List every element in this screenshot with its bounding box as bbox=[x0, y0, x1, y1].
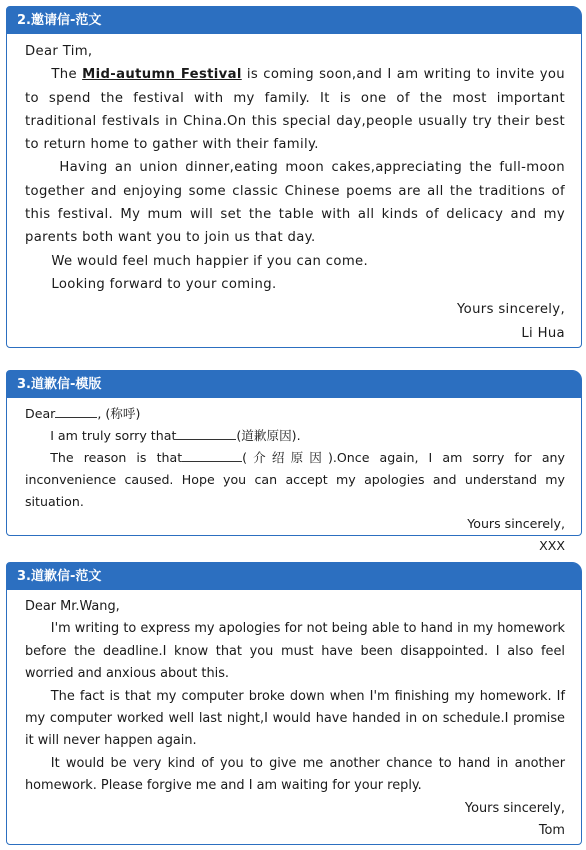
template-line-2-pre: The reason is that bbox=[50, 450, 183, 465]
invitation-paragraph-3: We would feel much happier if you can come. bbox=[51, 253, 369, 269]
template-salutation bbox=[25, 403, 565, 425]
invitation-sample-header: 2.邀请信-范文 bbox=[7, 7, 581, 34]
apology-template-card bbox=[6, 370, 582, 553]
festival-name-highlight: Mid-autumn Festival bbox=[82, 67, 242, 83]
sample-paragraph-2: The fact is that my computer broke down when I'm finishing my homework. If my computer worked well last night,I would have handed in on schedule.I promise it will never happen again. bbox=[25, 688, 565, 749]
invitation-salutation: Dear Tim, bbox=[25, 44, 93, 59]
reason-blank-2 bbox=[182, 448, 242, 462]
invitation-paragraph-1 bbox=[25, 63, 565, 156]
invitation-paragraph-2: Having an union dinner,eating moon cakes,appreciating the full-moon together and enjoying some classic Chinese poems are all the traditions of this festival. My mum will set the table with all kinds of delicacy and my parents both want you to join us that day. bbox=[25, 160, 565, 246]
template-salutation-pre: Dear bbox=[25, 406, 56, 421]
template-line-1-pre: I am truly sorry that bbox=[50, 428, 177, 443]
template-signature: XXX bbox=[539, 538, 565, 553]
sample-paragraph-1: I'm writing to express my apologies for not being able to hand in my homework before the deadline.I know that you must have been disappointed. I also feel worried and anxious about this. bbox=[25, 621, 565, 682]
reason-blank-1 bbox=[176, 426, 236, 440]
invitation-p1-post: is coming soon,and I am writing to invite you to spend the festival with my family. It is one of the most important traditional festivals in China.On this special day,people usually try their best to return home to gather with their family. bbox=[25, 67, 565, 153]
template-line-2-post: (介绍原因).Once again, I am sorry for any inconvenience caused. Hope you can accept my apologies and understand my situation. bbox=[25, 450, 565, 509]
template-line-1-post: (道歉原因). bbox=[236, 428, 301, 443]
sample-closing: Yours sincerely, bbox=[464, 800, 565, 816]
invitation-sample-card bbox=[6, 6, 582, 348]
apology-sample-body bbox=[7, 590, 581, 842]
template-salutation-post: , (称呼) bbox=[97, 406, 141, 421]
template-line-2 bbox=[25, 447, 565, 513]
invitation-sample-body bbox=[7, 34, 581, 345]
invitation-closing: Yours sincerely, bbox=[457, 302, 565, 318]
salutation-blank bbox=[55, 404, 97, 418]
invitation-paragraph-4: Looking forward to your coming. bbox=[51, 276, 277, 292]
template-line-1 bbox=[25, 425, 565, 447]
apology-template-body bbox=[7, 398, 581, 557]
apology-sample-card bbox=[6, 562, 582, 845]
invitation-signature: Li Hua bbox=[521, 325, 565, 341]
apology-template-header: 3.道歉信-模版 bbox=[7, 371, 581, 398]
sample-signature: Tom bbox=[538, 823, 565, 839]
template-closing: Yours sincerely, bbox=[467, 516, 565, 531]
apology-sample-header: 3.道歉信-范文 bbox=[7, 563, 581, 590]
sample-paragraph-3: It would be very kind of you to give me another chance to hand in another homework. Please forgive me and I am waiting for your reply. bbox=[25, 755, 565, 794]
sample-salutation: Dear Mr.Wang, bbox=[25, 599, 120, 614]
invitation-p1-pre: The bbox=[51, 67, 83, 83]
